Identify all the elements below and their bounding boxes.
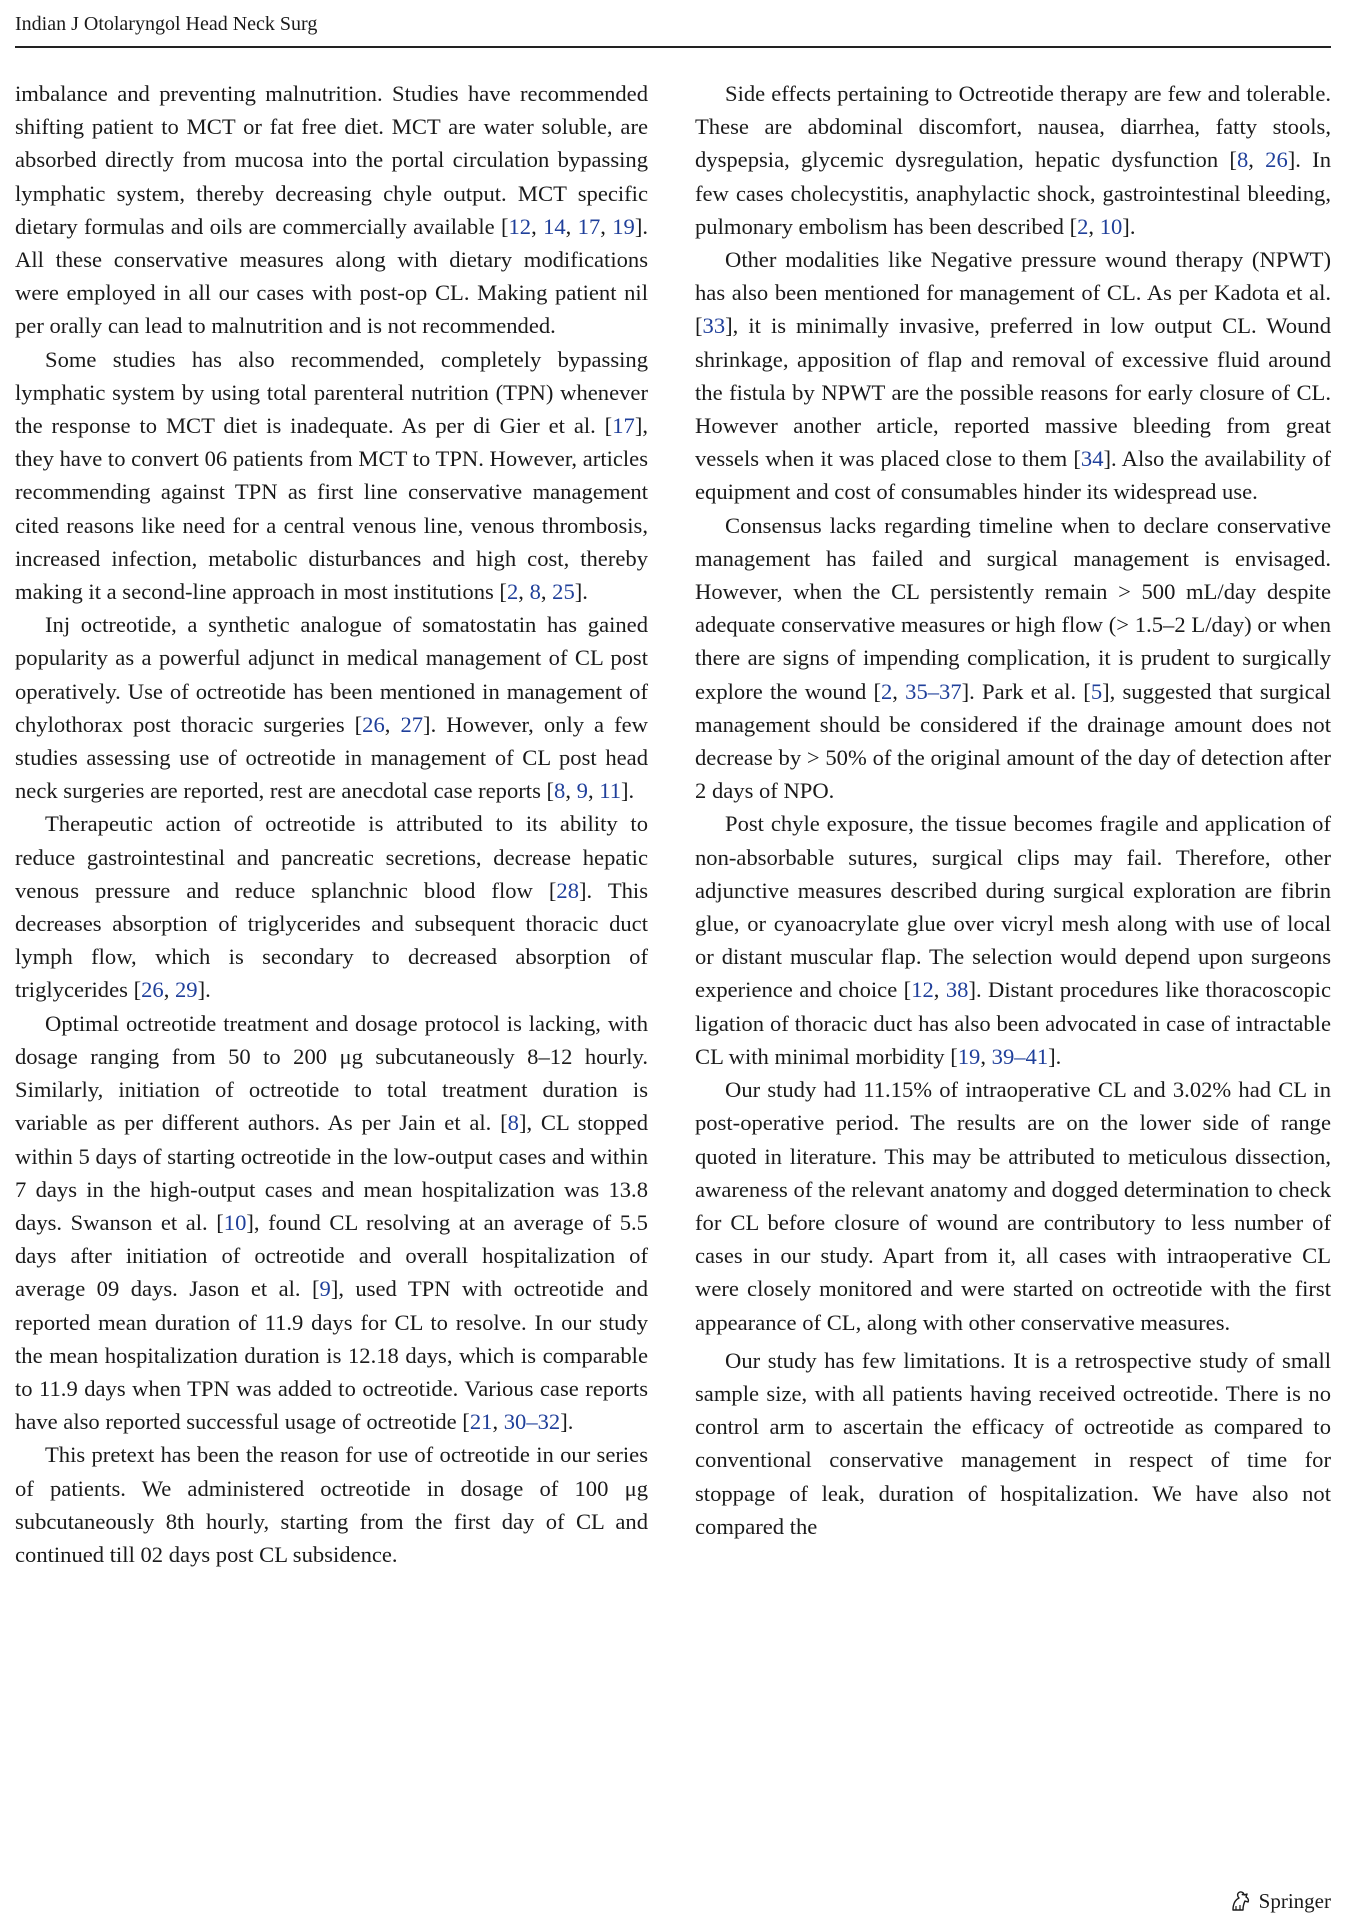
body-text: imbalance and preventing malnutrition. Studies have recommended shifting patient to MCT or fat free diet. MCT are water soluble, are absorbed directly from mucosa into the portal circulation bypassing lymphatic system, thereby decreasing chyle output. MCT specific dietary formulas and oils are commercially available [	[15, 81, 648, 239]
citation-link[interactable]: 29	[175, 977, 198, 1003]
paragraph	[695, 1344, 1331, 1543]
citation-link[interactable]: 14	[543, 213, 566, 239]
citation-link[interactable]: 2	[506, 579, 519, 605]
citation-link[interactable]: 8	[529, 579, 541, 605]
citation-link[interactable]: 21	[469, 1409, 493, 1435]
body-text: ]. Also the availability of equipment and cost of consumables hinder its widespread use.	[695, 446, 1331, 505]
citation-link[interactable]: 26	[362, 711, 385, 737]
citation-link[interactable]: 38	[945, 977, 969, 1003]
body-text: Post chyle exposure, the tissue becomes fragile and application of non-absorbable sutures, surgical clips may fail. Therefore, other adjunctive measures described during surgical exploration are fibrin glue, or cyanoacrylate glue over vicryl mesh along with use of local or distant muscular flap. The selection would depend upon surgeons experience and choice [	[695, 811, 1331, 1003]
paragraph	[15, 1007, 648, 1439]
body-text: ], used TPN with octreotide and reported mean duration of 11.9 days for CL to resolve. In our study the mean hospitalization duration is 12.18 days, which is comparable to 11.9 days when TPN was added to octreotide. Various case reports have also reported successful usage of octreotide [	[15, 1276, 648, 1435]
paragraph	[15, 807, 648, 1006]
citation-link[interactable]: 5	[1090, 678, 1103, 704]
body-text: ,	[587, 778, 600, 804]
citation-link[interactable]: 2	[1077, 213, 1089, 239]
body-text: ]. In few cases cholecystitis, anaphylactic shock, gastrointestinal bleeding, pulmonary embolism has been described [	[695, 147, 1331, 239]
paragraph	[15, 608, 648, 807]
paragraph	[695, 1073, 1331, 1339]
body-text: Side effects pertaining to Octreotide therapy are few and tolerable. These are abdominal discomfort, nausea, diarrhea, fatty stools, dyspepsia, glycemic dysregulation, hepatic dysfunction [	[695, 81, 1331, 173]
running-header	[15, 12, 1331, 48]
body-text: ]. All these conservative measures along with dietary modifications were employed in all our cases with post-op CL. Making patient nil per orally can lead to malnutrition and is not recommended.	[15, 213, 649, 339]
citation-link[interactable]: 35–37	[905, 678, 962, 704]
publisher-logo	[1227, 1888, 1331, 1914]
paragraph	[695, 77, 1331, 243]
springer-horse-icon	[1227, 1888, 1253, 1914]
body-text: ], CL stopped within 5 days of starting octreotide in the low-output cases and within 7 days in the high-output cases and mean hospitalization was 13.8 days. Swanson et al. [	[15, 1110, 648, 1235]
body-text: ]. Park et al. [	[961, 678, 1091, 704]
citation-link[interactable]: 10	[1099, 213, 1123, 239]
body-text: ], found CL resolving at an average of 5.5 days after initiation of octreotide and overall hospitalization of average 09 days. Jason et al. [	[15, 1209, 648, 1302]
publisher-name: Springer	[1258, 1889, 1331, 1913]
body-text: ,	[384, 711, 401, 737]
body-text: ]. Distant procedures like thoracoscopic ligation of thoracic duct has also been advocated in case of intractable CL with minimal morbidity [	[695, 977, 1331, 1069]
body-text: ].	[1122, 213, 1136, 239]
citation-link[interactable]: 9	[576, 778, 588, 804]
citation-link[interactable]: 30–32	[503, 1409, 561, 1435]
body-text: ]. However, only a few studies assessing use of octreotide in management of CL post head neck surgeries are reported, rest are anecdotal case reports [	[15, 711, 648, 804]
citation-link[interactable]: 28	[556, 877, 580, 903]
body-text: Some studies has also recommended, completely bypassing lymphatic system by using total parenteral nutrition (TPN) whenever the response to MCT diet is inadequate. As per di Gier et al. [	[15, 346, 648, 439]
body-text: ,	[1248, 147, 1266, 173]
body-text: Inj octreotide, a synthetic analogue of somatostatin has gained popularity as a powerful adjunct in medical management of CL post operatively. Use of octreotide has been mentioned in management of chylothorax post thoracic surgeries [	[15, 612, 648, 737]
body-text: ,	[565, 213, 578, 239]
body-text: ], suggested that surgical management should be considered if the drainage amount does not decrease by > 50% of the original amount of the day of detection after 2 days of NPO.	[695, 678, 1332, 804]
body-text: Therapeutic action of octreotide is attributed to its ability to reduce gastrointestinal and pancreatic secretions, decrease hepatic venous pressure and reduce splanchnic blood flow [	[15, 811, 648, 903]
citation-link[interactable]: 17	[612, 413, 635, 439]
body-text: Other modalities like Negative pressure wound therapy (NPWT) has also been mentioned for management of CL. As per Kadota et al. [	[695, 247, 1331, 339]
body-text: ,	[565, 778, 577, 804]
journal-name: Indian J Otolaryngol Head Neck Surg	[15, 13, 318, 35]
citation-link[interactable]: 8	[507, 1110, 519, 1136]
citation-link[interactable]: 33	[702, 313, 726, 339]
body-text: ].	[560, 1409, 574, 1435]
body-text: ].	[197, 977, 211, 1003]
citation-link[interactable]: 19	[612, 213, 635, 239]
body-text: Consensus lacks regarding timeline when to declare conservative management has failed and surgical management is envisaged. However, when the CL persistently remain > 500 mL/day despite adequate conservative measures or high flow (> 1.5–2 L/day) or when there are signs of impending complication, it is prudent to surgically explore the wound [	[695, 512, 1331, 704]
body-text: ,	[163, 977, 175, 1003]
citation-link[interactable]: 17	[577, 213, 601, 239]
citation-link[interactable]: 12	[508, 213, 532, 239]
paragraph	[695, 509, 1331, 808]
paragraph	[695, 807, 1331, 1073]
body-text: ,	[540, 579, 553, 605]
body-text: ,	[531, 213, 544, 239]
citation-link[interactable]: 8	[554, 778, 566, 804]
citation-link[interactable]: 25	[552, 579, 575, 605]
body-text: Our study has few limitations. It is a retrospective study of small sample size, with all patients having received octreotide. There is no control arm to ascertain the efficacy of octreotide as compared to conventional conservative management in respect of time for stoppage of leak, duration of hospitalization. We have also not compared the	[695, 1347, 1331, 1539]
citation-link[interactable]: 26	[141, 977, 164, 1003]
body-text: ].	[621, 778, 635, 804]
body-text: Our study had 11.15% of intraoperative CL and 3.02% had CL in post-operative period. The results are on the lower side of range quoted in literature. This may be attributed to meticulous dissection, awareness of the relevant anatomy and dogged determination to check for CL before closure of wound are contributory to less number of cases in our study. Apart from it, all cases with intraoperative CL were closely monitored and were started on octreotide with the first appearance of CL, along with other conservative measures.	[695, 1077, 1331, 1335]
citation-link[interactable]: 8	[1236, 147, 1249, 173]
body-text: ], it is minimally invasive, preferred in low output CL. Wound shrinkage, apposition of flap and removal of excessive fluid around the fistula by NPWT are the possible reasons for early closure of CL. However another article, reported massive bleeding from great vessels when it was placed close to them [	[695, 313, 1331, 472]
citation-link[interactable]: 27	[400, 711, 424, 737]
body-text: ,	[892, 678, 906, 704]
citation-link[interactable]: 39–41	[991, 1043, 1049, 1069]
body-text: Optimal octreotide treatment and dosage protocol is lacking, with dosage ranging from 50 to 200 μg subcutaneously 8–12 hourly. Similarly, initiation of octreotide to total treatment duration is variable as per different authors. As per Jain et al. [	[15, 1010, 648, 1136]
citation-link[interactable]: 11	[599, 778, 621, 804]
body-text: ].	[1048, 1043, 1062, 1069]
citation-link[interactable]: 10	[223, 1209, 247, 1235]
citation-link[interactable]: 12	[911, 977, 934, 1003]
right-column	[695, 77, 1331, 1543]
citation-link[interactable]: 34	[1080, 446, 1104, 472]
paragraph	[15, 1438, 648, 1571]
citation-link[interactable]: 19	[957, 1043, 981, 1069]
paragraph	[695, 243, 1331, 509]
paragraph	[15, 343, 648, 609]
body-text: ].	[574, 579, 588, 605]
body-text: ,	[1088, 213, 1100, 239]
body-text: ,	[600, 213, 613, 239]
body-text: ,	[518, 579, 530, 605]
body-text: ]. This decreases absorption of triglycerides and subsequent thoracic duct lymph flow, which is secondary to decreased absorption of triglycerides [	[15, 877, 648, 1003]
body-text: ,	[492, 1409, 504, 1435]
citation-link[interactable]: 26	[1265, 147, 1288, 173]
citation-link[interactable]: 2	[881, 678, 893, 704]
body-text: ,	[980, 1043, 992, 1069]
paragraph	[15, 77, 648, 343]
citation-link[interactable]: 9	[319, 1276, 331, 1302]
body-text: ], they have to convert 06 patients from MCT to TPN. However, articles recommending against TPN as first line conservative management cited reasons like need for a central venous line, venous thrombosis, increased infection, metabolic disturbances and high cost, thereby making it a second-line approach in most institutions [	[15, 413, 648, 605]
left-column	[15, 77, 648, 1571]
body-text: ,	[933, 977, 946, 1003]
body-text: This pretext has been the reason for use of octreotide in our series of patients. We administered octreotide in dosage of 100 μg subcutaneously 8th hourly, starting from the first day of CL and continued till 02 days post CL subsidence.	[15, 1442, 648, 1567]
